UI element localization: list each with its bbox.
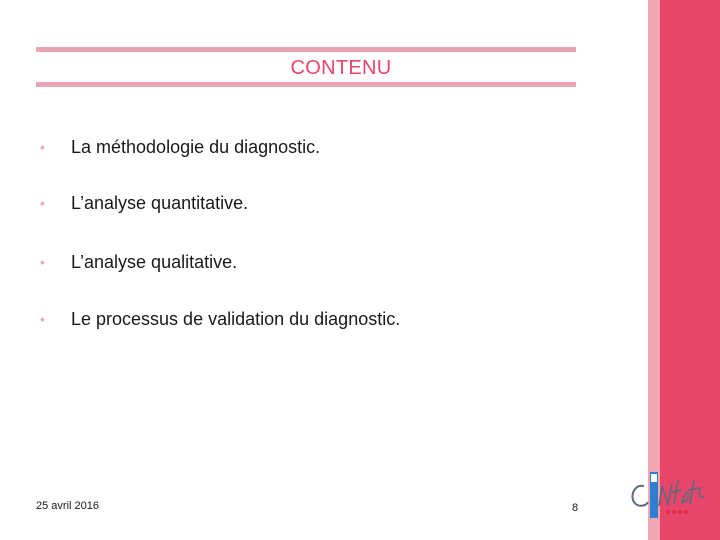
title-rule-bottom: [36, 82, 576, 87]
slide-title: [36, 56, 576, 80]
bullet-item: [40, 250, 600, 274]
bullet-icon: •: [40, 139, 45, 155]
bullet-text: L’analyse quantitative.: [71, 193, 249, 213]
bullet-item: [40, 307, 600, 331]
logo-le-box: [651, 474, 657, 482]
bullet-icon: •: [40, 195, 45, 211]
logo-red-dot: [666, 510, 670, 514]
logo-p-stroke: [682, 492, 688, 504]
logo-c-stroke: [632, 486, 648, 506]
bullet-icon: •: [40, 311, 45, 327]
logo-n-stroke: [659, 484, 672, 506]
decorative-stripe-dark: [660, 0, 720, 540]
bullet-text: La méthodologie du diagnostic.: [71, 137, 321, 157]
bullet-text: L’analyse qualitative.: [71, 252, 238, 272]
logo-red-dot: [678, 510, 682, 514]
decorative-stripe-light: [648, 0, 660, 540]
logo-t-stroke: [688, 480, 704, 504]
cnfpt-logo-icon: [626, 470, 706, 520]
slide-title-text: CONTENU: [290, 57, 392, 79]
page-number: 8: [572, 502, 579, 514]
logo-f-stroke: [672, 480, 682, 504]
cnfpt-logo: [626, 470, 706, 520]
bullet-text: Le processus de validation du diagnostic.: [71, 309, 401, 329]
logo-red-dot: [684, 510, 688, 514]
footer-date: 25 avril 2016: [36, 500, 99, 512]
bullet-icon: •: [40, 254, 45, 270]
logo-red-dot: [672, 510, 676, 514]
bullet-item: [40, 135, 600, 159]
title-rule-top: [36, 47, 576, 52]
bullet-item: [40, 191, 600, 215]
